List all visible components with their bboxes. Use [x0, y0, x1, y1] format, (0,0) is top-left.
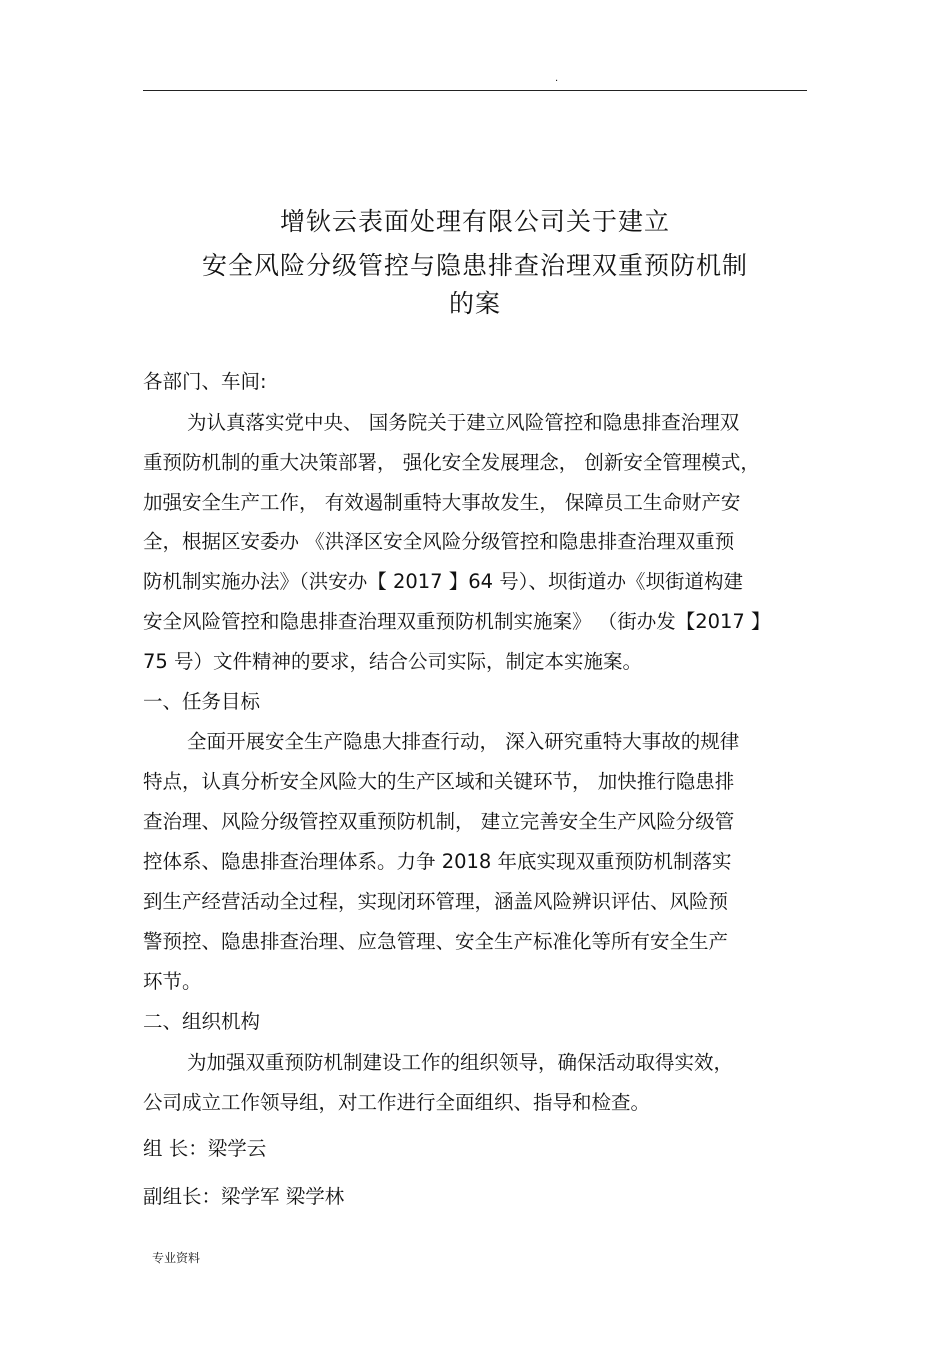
paragraph-1-line: 重预防机制的重大决策部署， 强化安全发展理念， 创新安全管理模式， [143, 451, 760, 474]
leader-line: 组 长：梁学云 [143, 1137, 267, 1160]
footer-label: 专业资料 [152, 1251, 201, 1265]
section-1-heading: 一、任务目标 [143, 690, 261, 713]
paragraph-2-line: 特点，认真分析安全风险大的生产区域和关键环节， 加快推行隐患排 [143, 770, 735, 793]
paragraph-1-line: 全，根据区安委办 《洪泽区安全风险分级管控和隐患排查治理双重预 [143, 530, 735, 553]
section-2-heading: 二、组织机构 [143, 1010, 261, 1033]
paragraph-1-line: 安全风险管控和隐患排查治理双重预防机制实施案》 （街办发【2017 】 [143, 610, 771, 633]
paragraph-2-line: 警预控、隐患排查治理、应急管理、安全生产标准化等所有安全生产 [143, 930, 729, 953]
paragraph-3-line: 公司成立工作领导组，对工作进行全面组织、指导和检查。 [143, 1091, 651, 1114]
doc-title-line-1: 增钬云表面处理有限公司关于建立 [279, 207, 670, 236]
paragraph-1-line: 75 号）文件精神的要求，结合公司实际，制定本实施案。 [143, 650, 643, 673]
salutation: 各部门、车间: [143, 370, 267, 393]
paragraph-2-line: 全面开展安全生产隐患大排查行动， 深入研究重特大事故的规律 [187, 730, 740, 753]
paragraph-3-line: 为加强双重预防机制建设工作的组织领导，确保活动取得实效， [187, 1051, 734, 1074]
paragraph-2-line: 控体系、隐患排查治理体系。力争 2018 年底实现双重预防机制落实 [143, 850, 732, 873]
paragraph-1-line: 加强安全生产工作， 有效遏制重特大事故发生， 保障员工生命财产安 [143, 491, 741, 514]
header-dot: . [555, 73, 559, 84]
header-rule [143, 90, 807, 91]
paragraph-1-line: 防机制实施办法》（洪安办【 2017 】64 号）、坝街道办《坝街道构建 [143, 570, 744, 593]
paragraph-2-line: 环节。 [143, 970, 202, 993]
paragraph-1-line: 为认真落实党中央、 国务院关于建立风险管控和隐患排查治理双 [187, 411, 740, 434]
paragraph-2-line: 到生产经营活动全过程，实现闭环管理，涵盖风险辨识评估、风险预 [143, 890, 729, 913]
paragraph-2-line: 查治理、风险分级管控双重预防机制， 建立完善安全生产风险分级管 [143, 810, 735, 833]
doc-title-line-2: 安全风险分级管控与隐患排查治理双重预防机制 [201, 251, 748, 280]
doc-title-line-3: 的案 [448, 289, 501, 318]
deputy-leader-line: 副组长：梁学军 梁学林 [143, 1185, 345, 1208]
